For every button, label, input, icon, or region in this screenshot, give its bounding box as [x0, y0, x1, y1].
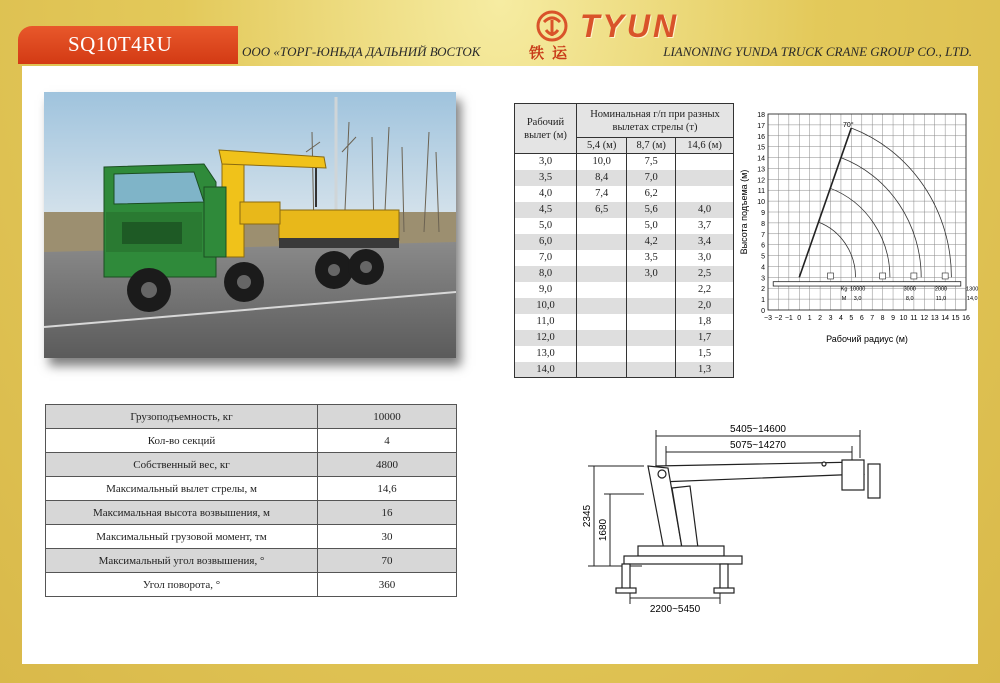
- load-row: [515, 362, 734, 378]
- y-tick-label: 2: [761, 286, 765, 294]
- x-tick-label: 7: [870, 315, 875, 322]
- capacity-cell: 7,0: [627, 170, 676, 186]
- capacity-cell: 3,5: [627, 250, 676, 266]
- capacity-cell: [627, 346, 676, 362]
- spec-label: Максимальная высота возвышения, м: [46, 501, 318, 525]
- radius-cell: 4,5: [515, 202, 577, 218]
- load-weight-mark: [828, 273, 834, 279]
- x-tick-label: 15: [951, 315, 960, 322]
- spec-value: 16: [318, 501, 457, 525]
- x-tick-label: 12: [920, 315, 929, 322]
- spec-value: 4800: [318, 453, 457, 477]
- spec-row: [46, 429, 457, 453]
- radius-cell: 3,5: [515, 170, 577, 186]
- y-tick-label: 9: [761, 210, 765, 217]
- capacity-cell: 7,4: [577, 186, 627, 202]
- spec-value: 30: [318, 525, 457, 549]
- boom-total-dim: 5405~14600: [730, 424, 786, 435]
- spec-label: Максимальный грузовой момент, тм: [46, 525, 318, 549]
- x-tick-label: 5: [849, 315, 854, 322]
- capacity-cell: [577, 346, 627, 362]
- load-row: [515, 234, 734, 250]
- y-tick-label: 15: [757, 144, 765, 152]
- angle-label: 70°: [843, 122, 854, 130]
- capacity-cell: [627, 362, 676, 378]
- load-row: [515, 250, 734, 266]
- capacity-cell: 1,8: [676, 314, 734, 330]
- load-weight-mark: [911, 273, 917, 279]
- radius-cell: 13,0: [515, 346, 577, 362]
- spec-value: 4: [318, 429, 457, 453]
- load-m-label: 3,0: [853, 296, 862, 303]
- capacity-cell: [627, 282, 676, 298]
- load-row: [515, 202, 734, 218]
- x-tick-label: −1: [784, 315, 793, 322]
- brand-logo: [536, 6, 679, 46]
- radius-cell: 5,0: [515, 218, 577, 234]
- capacity-cell: [577, 282, 627, 298]
- capacity-cell: 8,4: [577, 170, 627, 186]
- x-tick-label: 11: [910, 315, 918, 322]
- boom-arc: [819, 222, 856, 277]
- x-tick-label: 16: [962, 315, 970, 322]
- spec-label: Грузоподъемность, кг: [46, 405, 318, 429]
- capacity-cell: 2,5: [676, 266, 734, 282]
- spec-label: Собственный вес, кг: [46, 453, 318, 477]
- x-tick-label: 2: [818, 315, 823, 322]
- spec-row: [46, 573, 457, 597]
- capacity-cell: 3,0: [676, 250, 734, 266]
- brand-emblem-icon: [536, 10, 568, 42]
- spec-value: 360: [318, 573, 457, 597]
- capacity-cell: [676, 186, 734, 202]
- y-tick-label: 10: [757, 199, 765, 207]
- spec-row: [46, 525, 457, 549]
- capacity-cell: [577, 218, 627, 234]
- capacity-cell: 3,7: [676, 218, 734, 234]
- capacity-cell: 5,6: [627, 202, 676, 218]
- outrigger-dim: 2200~5450: [649, 604, 701, 615]
- capacity-cell: [577, 362, 627, 378]
- x-tick-label: 9: [891, 315, 896, 322]
- radius-cell: 3,0: [515, 154, 577, 170]
- truck-bed-shape: [773, 282, 961, 286]
- y-tick-label: 11: [757, 188, 765, 196]
- load-m-label: 8,0: [905, 296, 914, 303]
- capacity-cell: [627, 298, 676, 314]
- spec-row: [46, 501, 457, 525]
- y-tick-label: 18: [757, 112, 765, 119]
- spec-value: 10000: [318, 405, 457, 429]
- capacity-cell: [577, 234, 627, 250]
- x-tick-label: 14: [941, 315, 950, 322]
- spec-value: 70: [318, 549, 457, 573]
- boom-line: [799, 128, 851, 277]
- radius-cell: 14,0: [515, 362, 577, 378]
- spec-row: [46, 549, 457, 573]
- capacity-cell: 6,2: [627, 186, 676, 202]
- radius-header: Рабочий вылет (м): [515, 104, 577, 154]
- load-weight-mark: [942, 273, 948, 279]
- load-capacity-table: [514, 103, 734, 378]
- capacity-cell: 2,0: [676, 298, 734, 314]
- capacity-group-header: Номинальная г/п при разных вылетах стрелы (т): [577, 104, 734, 138]
- capacity-cell: [577, 314, 627, 330]
- y-tick-label: 8: [761, 220, 765, 228]
- spec-row: [46, 405, 457, 429]
- x-tick-label: 13: [930, 315, 939, 322]
- spec-label: Максимальный вылет стрелы, м: [46, 477, 318, 501]
- capacity-cell: 1,3: [676, 362, 734, 378]
- load-row: [515, 298, 734, 314]
- load-row: [515, 218, 734, 234]
- spec-label: Кол-во секций: [46, 429, 318, 453]
- y-tick-label: 7: [761, 231, 765, 239]
- y-tick-label: 0: [761, 308, 765, 315]
- boom-arc: [830, 188, 890, 277]
- capacity-cell: 5,0: [627, 218, 676, 234]
- brand-name: TYUN: [580, 7, 680, 44]
- x-tick-label: 1: [807, 315, 812, 322]
- x-tick-label: 4: [838, 315, 843, 322]
- load-weight-mark: [880, 273, 886, 279]
- load-row: [515, 266, 734, 282]
- load-kg-label: 10000: [849, 286, 866, 293]
- x-tick-label: 0: [797, 315, 802, 322]
- truck-crane-photo: [44, 92, 456, 358]
- model-title: SQ10T4RU: [68, 32, 173, 56]
- radius-cell: 8,0: [515, 266, 577, 282]
- boom-header: 8,7 (м): [627, 138, 676, 154]
- y-tick-label: 5: [761, 253, 765, 261]
- spec-row: [46, 477, 457, 501]
- y-tick-label: 3: [761, 275, 765, 283]
- y-axis-label: Высота подъема (м): [739, 169, 749, 255]
- load-row: [515, 314, 734, 330]
- capacity-cell: 3,4: [676, 234, 734, 250]
- boom-inner-dim: 5075~14270: [730, 440, 786, 451]
- x-axis-label: Рабочий радиус (м): [826, 334, 908, 344]
- x-tick-label: 10: [899, 315, 908, 322]
- load-row: [515, 154, 734, 170]
- radius-cell: 7,0: [515, 250, 577, 266]
- x-tick-label: 3: [828, 315, 833, 322]
- boom-header: 5,4 (м): [577, 138, 627, 154]
- capacity-cell: [577, 250, 627, 266]
- spec-label: Угол поворота, °: [46, 573, 318, 597]
- dimension-drawing: [572, 418, 902, 618]
- capacity-cell: 10,0: [577, 154, 627, 170]
- load-m-label: 11,0: [935, 296, 947, 303]
- spec-row: [46, 453, 457, 477]
- x-tick-label: −2: [774, 315, 783, 322]
- y-tick-label: 13: [757, 166, 765, 174]
- boom-header: 14,6 (м): [676, 138, 734, 154]
- specs-table: [45, 404, 457, 597]
- load-kg-label: 1300: [966, 286, 979, 293]
- load-row: [515, 170, 734, 186]
- radius-cell: 4,0: [515, 186, 577, 202]
- company-name-ru: ООО «ТОРГ-ЮНЬДА ДАЛЬНИЙ ВОСТОК: [242, 44, 481, 59]
- radius-cell: 9,0: [515, 282, 577, 298]
- capacity-cell: [577, 298, 627, 314]
- radius-cell: 10,0: [515, 298, 577, 314]
- y-tick-label: 4: [761, 264, 765, 272]
- boom-arc: [851, 128, 951, 277]
- y-tick-label: 14: [757, 155, 765, 163]
- y-tick-label: 6: [761, 242, 765, 250]
- lifting-height-chart: [738, 106, 980, 346]
- brand-name-cn: 铁运: [529, 44, 576, 62]
- load-m-label: 14,0: [966, 296, 978, 303]
- load-header-kg: Kg: [840, 286, 848, 293]
- spec-label: Максимальный угол возвышения, °: [46, 549, 318, 573]
- capacity-cell: [577, 330, 627, 346]
- load-kg-label: 2000: [934, 286, 948, 293]
- spec-value: 14,6: [318, 477, 457, 501]
- height-total-dim: 2345: [582, 504, 593, 528]
- y-tick-label: 17: [757, 122, 765, 130]
- capacity-cell: [577, 266, 627, 282]
- x-tick-label: −3: [764, 315, 772, 322]
- model-tab: [18, 26, 238, 64]
- height-base-dim: 1680: [598, 518, 609, 542]
- capacity-cell: [627, 330, 676, 346]
- radius-cell: 6,0: [515, 234, 577, 250]
- x-tick-label: 8: [880, 315, 885, 322]
- capacity-cell: 1,5: [676, 346, 734, 362]
- capacity-cell: [676, 170, 734, 186]
- y-tick-label: 16: [757, 133, 765, 141]
- load-header-m: M: [841, 296, 847, 303]
- load-row: [515, 186, 734, 202]
- load-row: [515, 346, 734, 362]
- x-tick-label: 6: [859, 315, 864, 322]
- load-row: [515, 282, 734, 298]
- load-kg-label: 3000: [903, 286, 916, 293]
- radius-cell: 11,0: [515, 314, 577, 330]
- capacity-cell: 2,2: [676, 282, 734, 298]
- capacity-cell: 1,7: [676, 330, 734, 346]
- capacity-cell: 6,5: [577, 202, 627, 218]
- load-row: [515, 330, 734, 346]
- capacity-cell: 4,0: [676, 202, 734, 218]
- y-tick-label: 1: [761, 297, 765, 305]
- capacity-cell: [627, 314, 676, 330]
- capacity-cell: 4,2: [627, 234, 676, 250]
- radius-cell: 12,0: [515, 330, 577, 346]
- company-name-en: LIANONING YUNDA TRUCK CRANE GROUP CO., LTD.: [663, 44, 972, 59]
- y-tick-label: 12: [757, 177, 765, 185]
- capacity-cell: [676, 154, 734, 170]
- capacity-cell: 7,5: [627, 154, 676, 170]
- capacity-cell: 3,0: [627, 266, 676, 282]
